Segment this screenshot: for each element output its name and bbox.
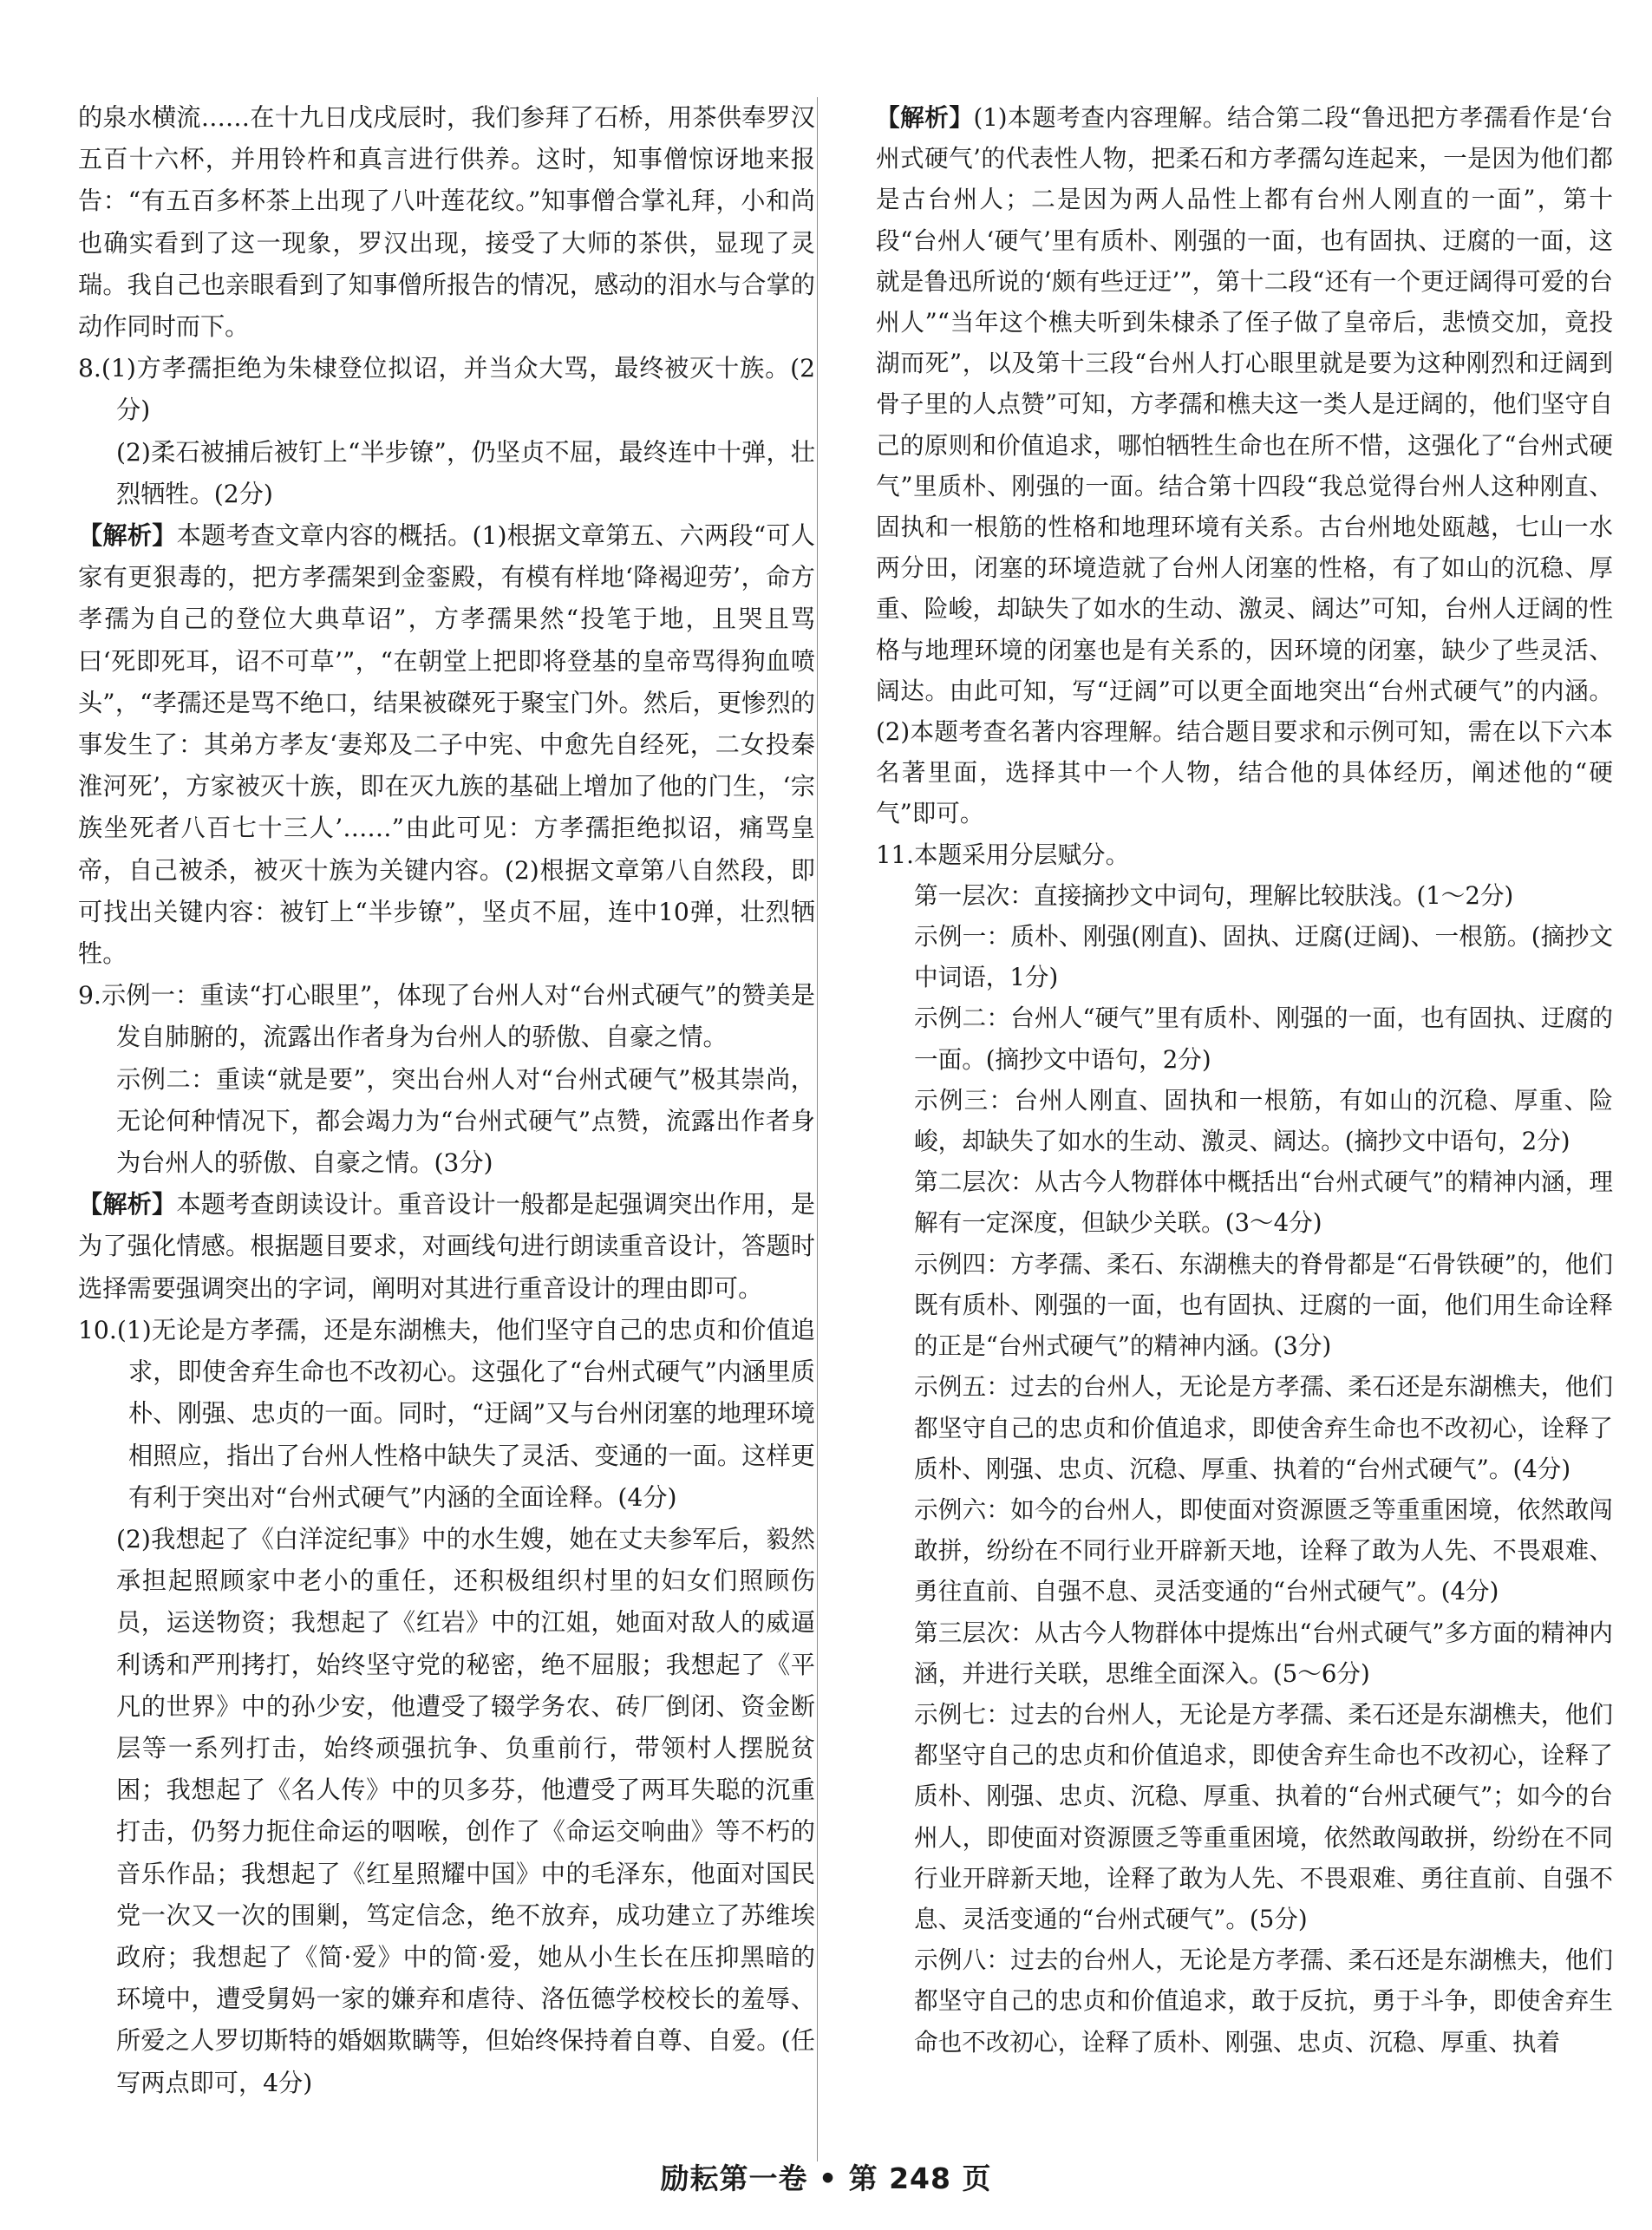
answer-10-part-2 <box>78 1519 815 2104</box>
question-number: 8. <box>78 354 101 383</box>
answer-8-part-2 <box>78 432 815 515</box>
level-3 <box>876 1612 1613 1694</box>
paragraph-text: 示例四：方孝孺、柔石、东湖樵夫的脊骨都是“石骨铁硬”的，他们既有质朴、刚强的一面，也有固执、迂腐的一面，他们用生命诠释的正是“台州式硬气”的精神内涵。(3分) <box>914 1249 1613 1361</box>
paragraph-text: (1)方孝孺拒绝为朱棣登位拟诏，并当众大骂，最终被灭十族。(2分) <box>101 354 815 425</box>
paragraph-text: (2)我想起了《白洋淀纪事》中的水生嫂，她在丈夫参军后，毅然承担起照顾家中老小的重任，还积极组织村里的妇女们照顾伤员，运送物资；我想起了《红岩》中的江姐，她面对敌人的威逼利诱和严刑拷打，始终坚守党的秘密，绝不屈服；我想起了《平凡的世界》中的孙少安，他遭受了辍学务农、砖厂倒闭、资金断层等一系列打击，始终顽强抗争、负重前行，带领村人摆脱贫困；我想起了《名人传》中的贝多芬，他遭受了两耳失聪的沉重打击，仍努力扼住命运的咽喉，创作了《命运交响曲》等不朽的音乐作品；我想起了《红星照耀中国》中的毛泽东，他面对国民党一次又一次的围剿，笃定信念，绝不放弃，成功建立了苏维埃政府；我想起了《简·爱》中的简·爱，她从小生长在压抑黑暗的环境中，遭受舅妈一家的嫌弃和虐待、洛伍德学校校长的羞辱、所爱之人罗切斯特的婚姻欺瞒等，但始终保持着自尊、自爱。(任写两点即可，4分) <box>116 1524 815 2097</box>
question-number: 11. <box>876 840 914 869</box>
level-1 <box>876 875 1613 916</box>
example-5 <box>876 1366 1613 1489</box>
answer-8-part-1 <box>78 348 815 431</box>
column-divider <box>817 97 818 2161</box>
paragraph-text: 示例六：如今的台州人，即使面对资源匮乏等重重困境，依然敢闯敢拼，纷纷在不同行业开辟新天地，诠释了敢为人先、不畏艰难、勇往直前、自强不息、灵活变通的“台州式硬气”。(4分) <box>914 1494 1613 1606</box>
answer-11-intro <box>876 834 1613 875</box>
example-8 <box>876 1939 1613 2063</box>
paragraph-text: 示例七：过去的台州人，无论是方孝孺、柔石还是东湖樵夫，他们都坚守自己的忠贞和价值追求，即使舍弃生命也不改初心，诠释了质朴、刚强、忠贞、沉稳、厚重、执着的“台州式硬气”；如今的台州人，即使面对资源匮乏等重重困境，依然敢闯敢拼，纷纷在不同行业开辟新天地，诠释了敢为人先、不畏艰难、勇往直前、自强不息、灵活变通的“台州式硬气”。(5分) <box>914 1699 1613 1933</box>
analysis-10 <box>876 97 1613 834</box>
example-4 <box>876 1244 1613 1367</box>
example-3 <box>876 1080 1613 1161</box>
paragraph-text: 第三层次：从古今人物群体中提炼出“台州式硬气”多方面的精神内涵，并进行关联，思维全面深入。(5～6分) <box>914 1618 1613 1688</box>
example-2 <box>876 997 1613 1079</box>
paragraph-text: (1)本题考查内容理解。结合第二段“鲁迅把方孝孺看作是‘台州式硬气’的代表性人物，把柔石和方孝孺勾连起来，一是因为他们都是古台州人；二是因为两人品性上都有台州人刚直的一面”，第十段“台州人‘硬气’里有质朴、刚强的一面，也有固执、迂腐的一面，这就是鲁迅所说的‘颇有些迂迂’”，第十二段“还有一个更迂阔得可爱的台州人”“当年这个樵夫听到朱棣杀了侄子做了皇帝后，悲愤交加，竟投湖而死”，以及第十三段“台州人打心眼里就是要为这种刚烈和迂阔到骨子里的人点赞”可知，方孝孺和樵夫这一类人是迂阔的，他们坚守自己的原则和价值追求，哪怕牺牲生命也在所不惜，这强化了“台州式硬气”里质朴、刚强的一面。结合第十四段“我总觉得台州人这种刚直、固执和一根筋的性格和地理环境有关系。古台州地处瓯越，七山一水两分田，闭塞的环境造就了台州人闭塞的性格，有了如山的沉稳、厚重、险峻，却缺失了如水的生动、激灵、阔达”可知，台州人迂阔的性格与地理环境的闭塞也是有关系的，因环境的闭塞，缺少了些灵活、阔达。由此可知，写“迂阔”可以更全面地突出“台州式硬气”的内涵。(2)本题考查名著内容理解。结合题目要求和示例可知，需在以下六本名著里面，选择其中一个人物，结合他的具体经历，阐述他的“硬气”即可。 <box>876 103 1613 828</box>
paragraph-text: 第二层次：从古今人物群体中概括出“台州式硬气”的精神内涵，理解有一定深度，但缺少关联。(3～4分) <box>914 1167 1613 1238</box>
analysis-tag: 【解析】 <box>78 1190 177 1220</box>
level-2 <box>876 1161 1613 1243</box>
paragraph <box>78 97 815 348</box>
question-number: 10. <box>78 1315 117 1344</box>
question-number: 9. <box>78 981 101 1010</box>
paragraph-text: 第一层次：直接摘抄文中词句，理解比较肤浅。(1～2分) <box>914 880 1514 910</box>
analysis-8 <box>78 515 815 975</box>
paragraph-text: (1)无论是方孝孺，还是东湖樵夫，他们坚守自己的忠贞和价值追求，即使舍弃生命也不改初心。这强化了“台州式硬气”内涵里质朴、刚强、忠贞的一面。同时，“迂阔”又与台州闭塞的地理环境相照应，指出了台州人性格中缺失了灵活、变通的一面。这样更有利于突出对“台州式硬气”内涵的全面诠释。(4分) <box>116 1315 815 1512</box>
analysis-tag: 【解析】 <box>78 521 177 551</box>
right-column <box>876 97 1613 2063</box>
answer-10-part-1 <box>78 1310 815 1519</box>
example-6 <box>876 1489 1613 1612</box>
paragraph-text: 示例八：过去的台州人，无论是方孝孺、柔石还是东湖樵夫，他们都坚守自己的忠贞和价值追求，敢于反抗，勇于斗争，即使舍弃生命也不改初心，诠释了质朴、刚强、忠贞、沉稳、厚重、执着 <box>914 1946 1613 2057</box>
paragraph-text: 示例三：台州人刚直、固执和一根筋，有如山的沉稳、厚重、险峻，却缺失了如水的生动、激灵、阔达。(摘抄文中语句，2分) <box>914 1085 1613 1156</box>
paragraph-text: 示例一：质朴、刚强(刚直)、固执、迂腐(迂阔)、一根筋。(摘抄文中词语，1分) <box>914 922 1613 992</box>
analysis-9 <box>78 1184 815 1310</box>
paragraph-text: 本题考查朗读设计。重音设计一般都是起强调突出作用，是为了强化情感。根据题目要求，对画线句进行朗读重音设计，答题时选择需要强调突出的字词，阐明对其进行重音设计的理由即可。 <box>78 1190 815 1303</box>
answer-9-example-1 <box>78 975 815 1058</box>
paragraph-text: 本题采用分层赋分。 <box>913 840 1130 869</box>
paragraph-text: 本题考查文章内容的概括。(1)根据文章第五、六两段“可人家有更狠毒的，把方孝孺架到金銮殿，有模有样地‘降褐迎劳’，命方孝孺为自己的登位大典草诏”，方孝孺果然“投笔于地，且哭且骂曰‘死即死耳，诏不可草’”，“在朝堂上把即将登基的皇帝骂得狗血喷头”，“孝孺还是骂不绝口，结果被磔死于聚宝门外。然后，更惨烈的事发生了：其弟方孝友‘妻郑及二子中宪、中愈先自经死，二女投秦淮河死’，方家被灭十族，即在灭九族的基础上增加了他的门生，‘宗族坐死者八百七十三人’……”由此可见：方孝孺拒绝拟诏，痛骂皇帝，自己被杀，被灭十族为关键内容。(2)根据文章第八自然段，即可找出关键内容：被钉上“半步镣”，坚贞不屈，连中10弹，壮烈牺牲。 <box>78 521 815 969</box>
paragraph-text: 的泉水横流……在十九日戊戌辰时，我们参拜了石桥，用茶供奉罗汉五百十六杯，并用铃杵和真言进行供养。这时，知事僧惊讶地来报告：“有五百多杯茶上出现了八叶莲花纹。”知事僧合掌礼拜，小和尚也确实看到了这一现象，罗汉出现，接受了大师的茶供，显现了灵瑞。我自己也亲眼看到了知事僧所报告的情况，感动的泪水与合掌的动作同时而下。 <box>78 103 815 342</box>
paragraph-text: (2)柔石被捕后被钉上“半步镣”，仍坚贞不屈，最终连中十弹，壮烈牺牲。(2分) <box>116 437 815 508</box>
answer-9-example-2 <box>78 1059 815 1185</box>
paragraph-text: 示例一：重读“打心眼里”，体现了台州人对“台州式硬气”的赞美是发自肺腑的，流露出作者身为台州人的骄傲、自豪之情。 <box>101 981 815 1052</box>
paragraph-text: 示例五：过去的台州人，无论是方孝孺、柔石还是东湖樵夫，他们都坚守自己的忠贞和价值追求，即使舍弃生命也不改初心，诠释了质朴、刚强、忠贞、沉稳、厚重、执着的“台州式硬气”。(4分) <box>914 1372 1613 1483</box>
example-7 <box>876 1694 1613 1939</box>
example-1 <box>876 916 1613 997</box>
page-footer: 励耘第一卷 • 第 248 页 <box>660 2161 992 2195</box>
analysis-tag: 【解析】 <box>876 103 974 132</box>
left-column <box>78 97 815 2104</box>
paragraph-text: 示例二：台州人“硬气”里有质朴、刚强的一面，也有固执、迂腐的一面。(摘抄文中语句，2分) <box>914 1004 1613 1074</box>
paragraph-text: 示例二：重读“就是要”，突出台州人对“台州式硬气”极其崇尚，无论何种情况下，都会竭力为“台州式硬气”点赞，流露出作者身为台州人的骄傲、自豪之情。(3分) <box>116 1064 815 1178</box>
